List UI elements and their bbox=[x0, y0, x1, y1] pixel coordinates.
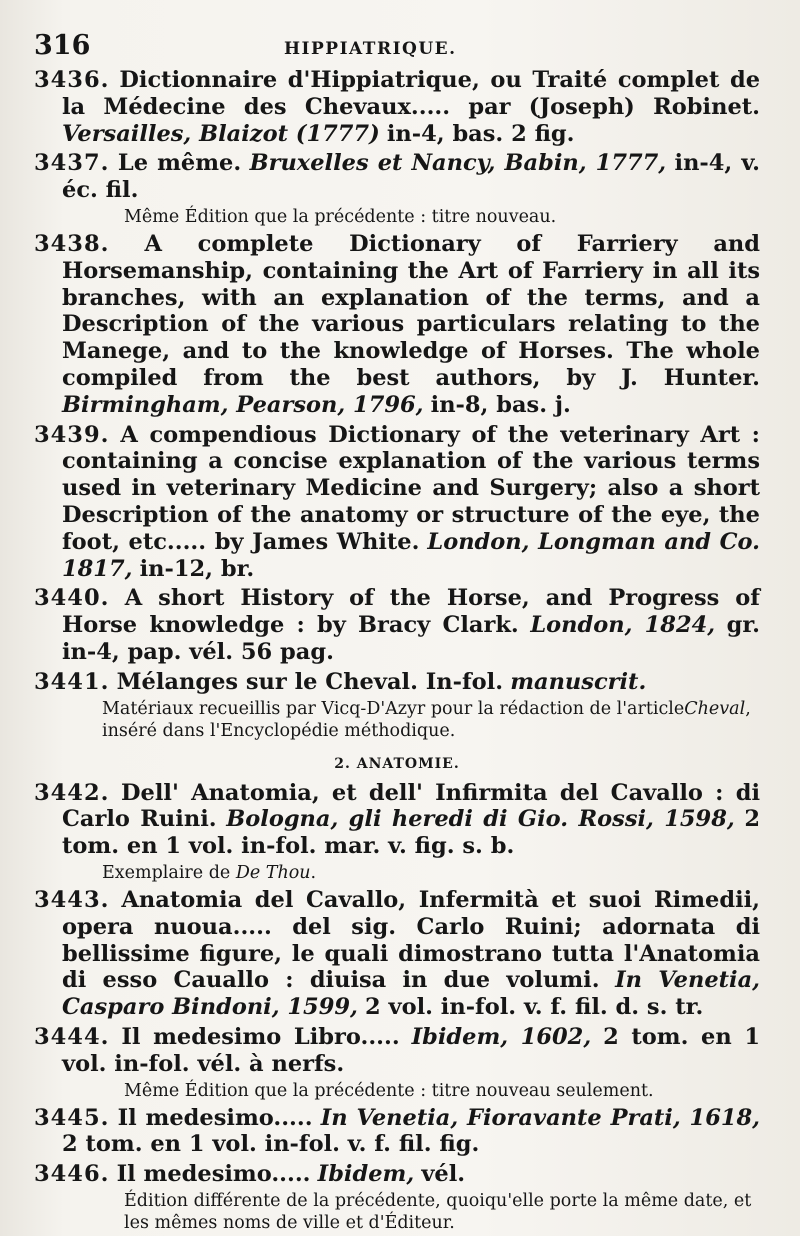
entry-imprint: Versailles, Blaizot (1777) bbox=[62, 120, 380, 147]
entry-imprint: London, Longman and Co. 1817, bbox=[62, 528, 760, 582]
catalog-entry bbox=[34, 1161, 760, 1234]
catalog-entry bbox=[34, 1105, 760, 1159]
entry-details: in-4, bas. 2 fig. bbox=[386, 120, 575, 147]
entry-number: 3444. bbox=[34, 1023, 110, 1050]
entry-number: 3439. bbox=[34, 421, 110, 448]
entry-details: in-12, br. bbox=[139, 555, 255, 582]
entry-text bbox=[34, 231, 760, 419]
entry-details: 2 vol. in-fol. v. f. fil. d. s. tr. bbox=[365, 994, 704, 1021]
entry-text bbox=[34, 1105, 760, 1159]
page-header bbox=[34, 30, 760, 61]
entry-imprint: manuscrit. bbox=[510, 668, 647, 695]
entry-note: Édition différente de la précédente, quoiqu'elle porte la même date, et les mêmes noms de ville et d'Éditeur. bbox=[124, 1190, 752, 1233]
entry-imprint: Birmingham, Pearson, 1796, bbox=[62, 391, 424, 418]
entry-number: 3445. bbox=[34, 1104, 110, 1131]
entry-text bbox=[34, 1024, 760, 1078]
entries-bottom bbox=[34, 780, 760, 1234]
entry-number: 3442. bbox=[34, 779, 110, 806]
catalog-entry bbox=[34, 1024, 760, 1102]
entry-title: Mélanges sur le Cheval. In-fol. bbox=[116, 668, 504, 695]
entry-text bbox=[34, 585, 760, 665]
entry-note bbox=[34, 862, 760, 884]
entry-number: 3446. bbox=[34, 1161, 110, 1188]
entries-top bbox=[34, 67, 760, 742]
running-title: HIPPIATRIQUE. bbox=[284, 39, 457, 59]
entry-text bbox=[34, 67, 760, 147]
entry-title: Dell' Anatomia, et dell' Infirmita del Cavallo : di Carlo Ruini. bbox=[62, 779, 761, 833]
entry-details: in-8, bas. j. bbox=[430, 391, 571, 418]
section-heading: 2. ANATOMIE. bbox=[334, 755, 460, 772]
note-text: , inséré dans l'Encyclopédie méthodique. bbox=[102, 698, 751, 741]
entry-title: Anatomia del Cavallo, Infermità et suoi Rimedii, opera nuoua..... del sig. Carlo Ruini; adornata di bellissime figure, le quali dimostrano tutta l'Anatomia di esso Cauallo : diuisa in due volumi. bbox=[62, 886, 760, 994]
entry-imprint: London, 1824, bbox=[530, 612, 716, 639]
entry-text bbox=[34, 887, 760, 1021]
entry-details: in-4, v. éc. fil. bbox=[62, 150, 760, 204]
entry-details: gr. in-4, pap. vél. 56 pag. bbox=[62, 612, 760, 665]
note-text: . bbox=[310, 862, 317, 883]
entry-title: A complete Dictionary of Farriery and Horsemanship, containing the Art of Farriery in all its branches, with an explanation of the terms, and a Description of the various particulars relating to the Manege, and to the knowledge of Horses. The whole compiled from the best authors, by J. Hunter. bbox=[62, 230, 760, 391]
catalog-entry bbox=[34, 780, 760, 884]
entry-note bbox=[34, 698, 760, 742]
entry-text bbox=[34, 422, 760, 583]
catalog-entry bbox=[34, 422, 760, 583]
entry-text bbox=[34, 780, 760, 860]
entry-details: 2 tom. en 1 vol. in-fol. vél. à nerfs. bbox=[62, 1023, 760, 1077]
entry-imprint: In Venetia, Fioravante Prati, 1618, bbox=[320, 1104, 760, 1131]
entry-text bbox=[34, 150, 760, 204]
entry-imprint: In Venetia, Casparo Bindoni, 1599, bbox=[62, 967, 761, 1021]
entry-title: Il medesimo Libro..... bbox=[121, 1023, 400, 1050]
catalog-entry bbox=[34, 669, 760, 742]
entry-title: Il medesimo..... bbox=[117, 1104, 313, 1131]
entry-title: A short History of the Horse, and Progress of Horse knowledge : by Bracy Clark. bbox=[62, 585, 760, 639]
entry-title: Le même. bbox=[117, 150, 242, 177]
catalog-entry bbox=[34, 150, 760, 228]
note-italic: Cheval bbox=[684, 698, 746, 719]
note-text: Exemplaire de bbox=[102, 862, 236, 883]
entry-details: 2 tom. en 1 vol. in-fol. mar. v. fig. s. b. bbox=[62, 806, 761, 860]
catalog-entry bbox=[34, 585, 760, 665]
entry-note: Même Édition que la précédente : titre nouveau seulement. bbox=[124, 1080, 654, 1101]
entry-number: 3440. bbox=[34, 585, 110, 612]
entry-text bbox=[34, 1161, 760, 1188]
catalog-entry bbox=[34, 67, 760, 147]
entry-details: 2 tom. en 1 vol. in-fol. v. f. fil. fig. bbox=[62, 1131, 480, 1158]
entry-title: Il medesimo..... bbox=[116, 1161, 311, 1188]
entry-number: 3436. bbox=[34, 67, 110, 93]
entry-number: 3437. bbox=[34, 150, 110, 177]
entry-text bbox=[34, 669, 760, 696]
entry-imprint: Ibidem, 1602, bbox=[411, 1023, 592, 1050]
entry-note: Même Édition que la précédente : titre nouveau. bbox=[124, 206, 557, 227]
entry-number: 3441. bbox=[34, 668, 110, 695]
catalog-entry bbox=[34, 887, 760, 1021]
entry-imprint: Bologna, gli heredi di Gio. Rossi, 1598, bbox=[226, 806, 735, 833]
note-text: Matériaux recueillis par Vicq-D'Azyr pour la rédaction de l'article bbox=[102, 698, 685, 719]
entry-details: vél. bbox=[421, 1161, 466, 1188]
catalog-entry bbox=[34, 231, 760, 419]
note-italic: De Thou bbox=[235, 862, 311, 883]
entry-imprint: Bruxelles et Nancy, Babin, 1777, bbox=[249, 150, 667, 177]
page-number: 316 bbox=[34, 30, 91, 61]
entry-imprint: Ibidem, bbox=[317, 1161, 415, 1188]
entry-number: 3443. bbox=[34, 886, 110, 913]
entry-number: 3438. bbox=[34, 230, 110, 257]
entry-title: Dictionnaire d'Hippiatrique, ou Traité complet de la Médecine des Chevaux..... par (Joseph) Robinet. bbox=[62, 67, 761, 120]
entry-title: A compendious Dictionary of the veterinary Art : containing a concise explanation of the various terms used in veterinary Medicine and Surgery; also a short Description of the anatomy or structure of the eye, the foot, etc..... by James White. bbox=[62, 421, 760, 555]
